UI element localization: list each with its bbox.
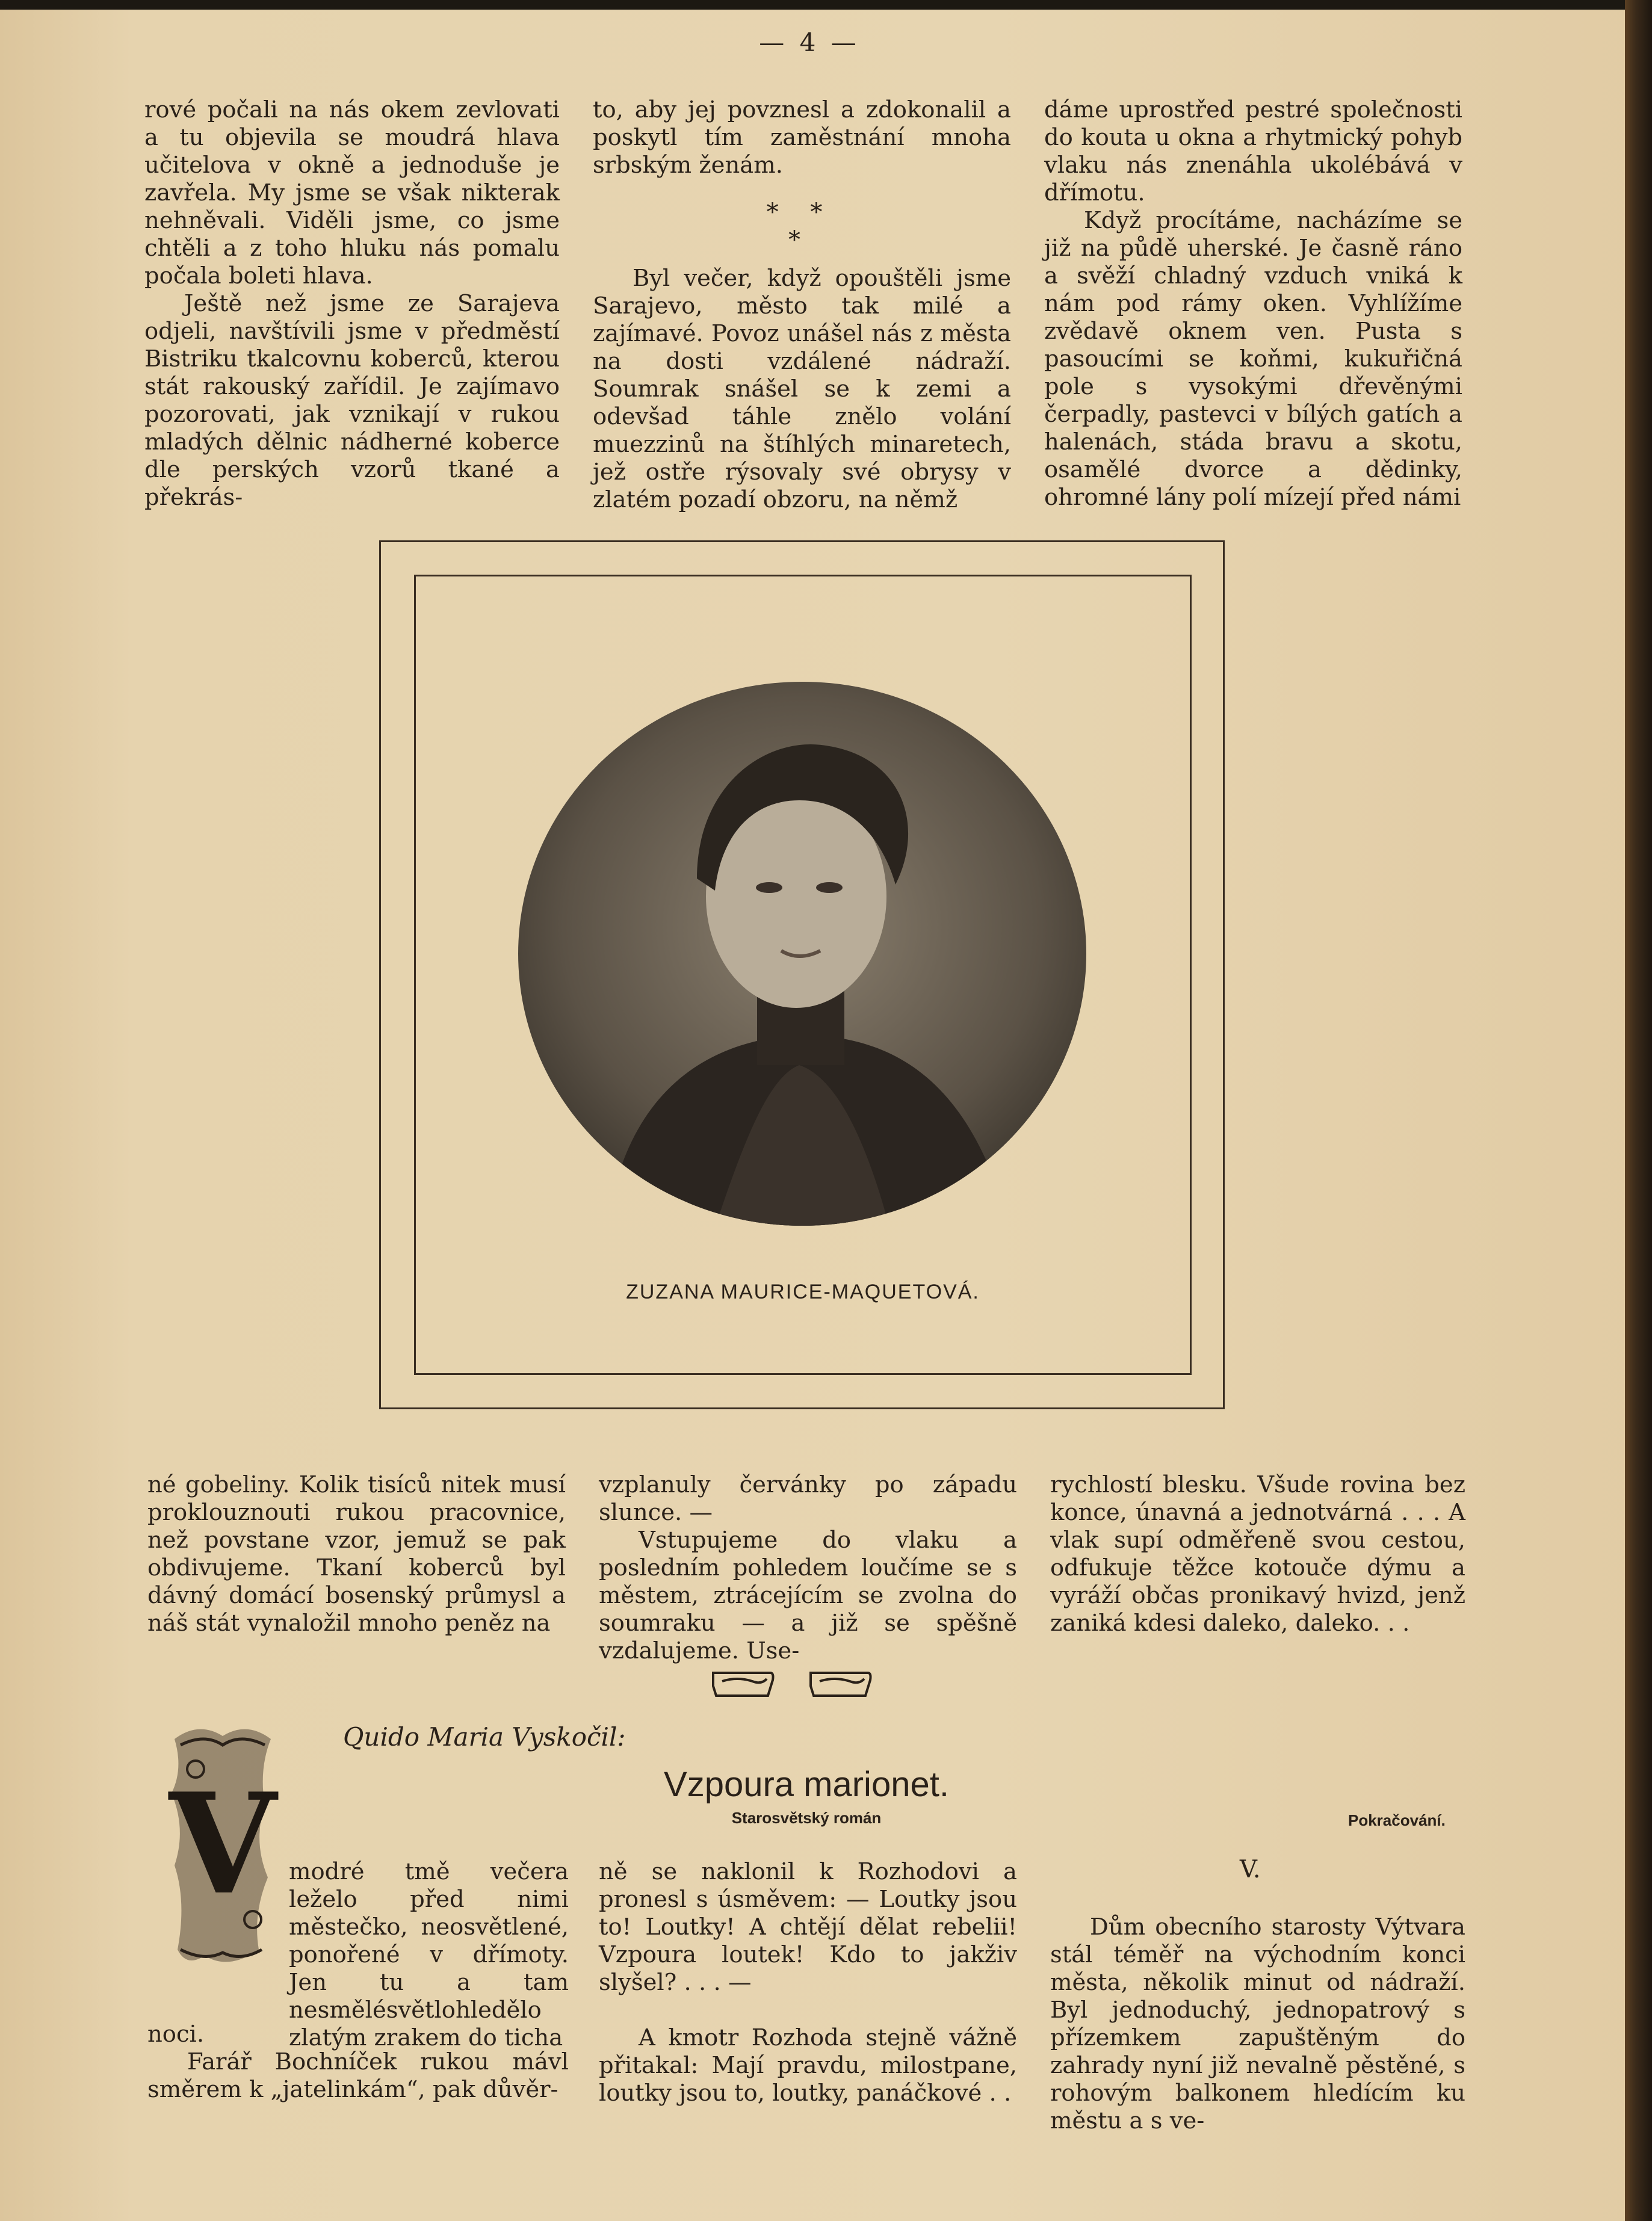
paragraph: Ještě než jsme ze Sarajeva odjeli, navštívili jsme v předměstí Bistriku tkalcovnu koberců, kterou stát rakouský zařídil. Je zajímavo pozorovati, jak vznikají v rukou mladých dělnic nádherné koberce dle perských vzorů tkané a překrás- — [144, 290, 560, 511]
continued-note: Pokračování. — [1348, 1811, 1446, 1829]
middle-column-2 — [599, 1471, 1017, 1665]
story-subtitle: Starosvětský román — [731, 1809, 882, 1827]
section-asterism: * * * — [766, 199, 835, 254]
decorative-drop-cap — [162, 1721, 283, 1971]
paragraph: Dům obecního starosty Výtvara stál téměř na východním konci města, několik minut od nádraží. Byl jednoduchý, jednopatrový s přízemkem zapuštěným do zahrady nyní již nevalně pěstěné, s rohovým balkonem hledícím ku městu a s ve- — [1050, 1914, 1465, 2134]
top-column-2 — [593, 96, 1011, 514]
story-column-1-rest — [147, 2021, 569, 2104]
paragraph: to, aby jej povznesl a zdokonalil a poskytl tím zaměstnání mnoha srbským ženám. — [593, 96, 1011, 179]
middle-column-1 — [147, 1471, 566, 1637]
page-number: — 4 — — [759, 28, 860, 57]
paragraph: rové počali na nás okem zevlovati a tu objevila se moudrá hlava učitelova v okně a jednoduše je zavřela. My jsme se však nikterak nehněvali. Viděli jsme, co jsme chtěli a z toho hluku nás pomalu počala boleti hlava. — [144, 96, 560, 289]
paragraph: A kmotr Rozhoda stejně vážně přitakal: Mají pravdu, milostpane, loutky jsou to, loutky, panáčkové . . — [599, 2024, 1017, 2107]
ornament-icon — [710, 1668, 776, 1701]
story-column-2 — [599, 1858, 1017, 2107]
story-author: Quido Maria Vyskočil: — [343, 1722, 626, 1752]
photo-caption: ZUZANA MAURICE-MAQUETOVÁ. — [626, 1280, 980, 1303]
top-column-3 — [1044, 96, 1462, 511]
ornament-icon — [808, 1668, 874, 1701]
paragraph: Vstupujeme do vlaku a posledním pohledem loučíme se s městem, ztrácejícím se zvolna do soumraku — a již se spěšně vzdalujeme. Use- — [599, 1527, 1017, 1664]
paragraph: Když procítáme, nacházíme se již na půdě uherské. Je časně ráno a svěží chladný vzduch vniká k nám pod rámy oken. Vyhlížíme zvědavě oknem ven. Pusta s pasoucími se koňmi, kukuřičná pole s vysokými dřevěnými čerpadly, pastevci v bílých gatích a halenách, stáda bravu a skotu, osamělé dvorce a dědinky, ohromné lány polí mízejí před námi — [1044, 207, 1462, 511]
paragraph: dáme uprostřed pestré společnosti do kouta u okna a rhytmický pohyb vlaku nás znenáhla ukolébává v dřímotu. — [1044, 96, 1462, 206]
scan-top-edge — [0, 0, 1652, 10]
drop-cap-letter: V — [169, 1763, 277, 1926]
top-column-1 — [144, 96, 560, 511]
paragraph: né gobeliny. Kolik tisíců nitek musí proklouznouti rukou pracovnice, než povstane vzor, jemuž se pak obdivujeme. Tkaní koberců byl dávný domácí bosenský průmysl a náš stát vynaložil mnoho peněz na — [147, 1471, 566, 1637]
portrait-photo — [516, 680, 1088, 1228]
paragraph: noci. — [147, 2021, 205, 2048]
paragraph: Farář Bochníček rukou mávl směrem k „jatelinkám“, pak důvěr- — [147, 2048, 569, 2103]
story-title: Vzpoura marionet. — [664, 1765, 949, 1804]
chapter-number: V. — [1240, 1856, 1261, 1883]
book-binding-edge — [1625, 0, 1652, 2221]
story-column-3 — [1050, 1914, 1465, 2135]
paragraph: Byl večer, když opouštěli jsme Sarajevo, město tak milé a zajímavé. Povoz unášel nás z města na dosti vzdálené nádraží. Soumrak snášel se k zemi a odevšad táhle znělo volání muezzinů na štíhlých minaretech, jež ostře rýsovaly své obrysy v zlatém pozadí obzoru, na němž — [593, 265, 1011, 513]
paragraph: rychlostí blesku. Všude rovina bez konce, únavná a jednotvárná . . . A vlak supí odměřeně svou cestou, odfukuje těžce kotouče dýmu a vyráží občas pronikavý hvizd, jenž zaniká kdesi daleko, daleko. . . — [1050, 1471, 1465, 1637]
paragraph: vzplanuly červánky po západu slunce. — — [599, 1471, 1017, 1526]
paragraph: modré tmě večera leželo před nimi městečko, neosvětlené, ponořené v dřímoty. Jen tu a tam nesmělésvětlohledělo zlatým zrakem do ticha — [289, 1858, 569, 2051]
paragraph: ně se naklonil k Rozhodovi a pronesl s úsměvem: — Loutky jsou to! Loutky! A chtějí dělat rebelii! Vzpoura loutek! Kdo to jakživ slyšel? . . . — — [599, 1858, 1017, 1996]
middle-column-3 — [1050, 1471, 1465, 1637]
